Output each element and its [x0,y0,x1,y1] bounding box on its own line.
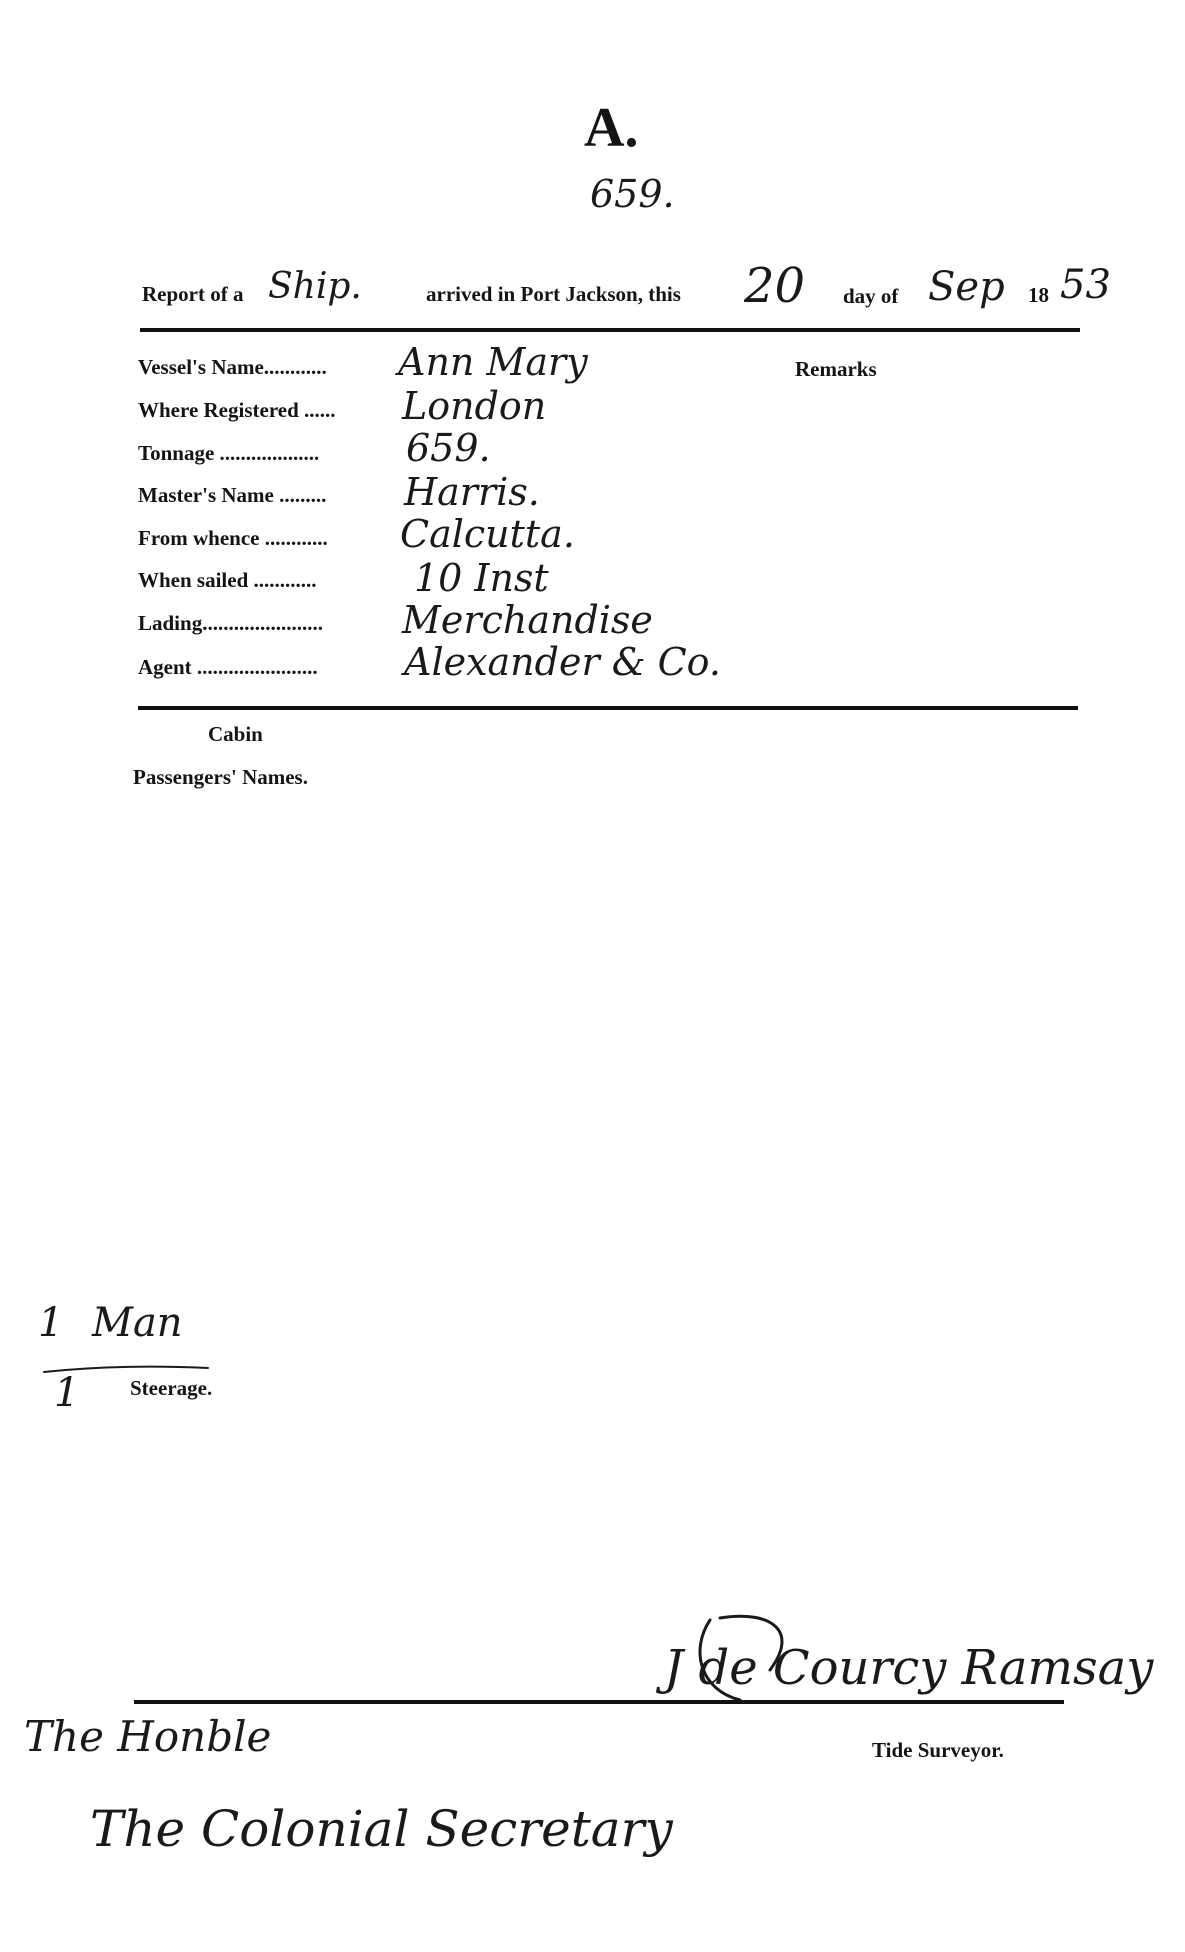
report-month-handwritten: Sep [928,264,1005,310]
field-value-handwritten: Alexander & Co. [404,640,721,684]
field-value-handwritten: Ann Mary [398,340,588,384]
field-value-handwritten: 10 Inst [414,556,549,600]
report-prefix: Report of a [142,282,244,306]
addressee-line-1: The Honble [24,1712,272,1761]
field-value-handwritten: Calcutta. [400,512,575,556]
field-label: Lading....................... [138,611,323,635]
middle-rule [138,706,1078,710]
vessel-type-handwritten: Ship. [268,266,362,307]
field-label: From whence ............ [138,526,328,550]
passengers-names-label: Passengers' Names. [133,765,308,789]
report-day-of: day of [843,284,899,308]
cabin-label: Cabin [208,722,263,746]
field-value-handwritten: Harris. [404,470,540,514]
field-label: Tonnage ................... [138,441,320,465]
form-letter: A. [584,97,639,159]
field-label: Where Registered ...... [138,398,336,422]
field-label: Vessel's Name............ [138,355,327,379]
field-value-handwritten: London [402,384,547,428]
handwritten-number: 659. [590,172,675,216]
steerage-label: Steerage. [130,1376,213,1400]
steerage-entry-handwritten: Man [92,1300,183,1346]
tide-surveyor-label: Tide Surveyor. [872,1738,1004,1762]
field-label: Agent ....................... [138,655,318,679]
steerage-count-bottom: 1 [54,1370,80,1416]
report-middle: arrived in Port Jackson, this [426,282,681,306]
report-day-handwritten: 20 [744,258,806,314]
remarks-label: Remarks [795,357,877,381]
steerage-count-top: 1 [38,1300,64,1346]
surveyor-signature: J de Courcy Ramsay [664,1640,1154,1696]
field-label: When sailed ............ [138,568,317,592]
addressee-line-2: The Colonial Secretary [90,1800,673,1858]
report-year-prefix: 18 [1028,283,1049,307]
top-rule [140,328,1080,332]
field-value-handwritten: 659. [406,426,491,470]
field-label: Master's Name ......... [138,483,327,507]
report-year-suffix-handwritten: 53 [1060,262,1111,308]
field-value-handwritten: Merchandise [402,598,653,642]
